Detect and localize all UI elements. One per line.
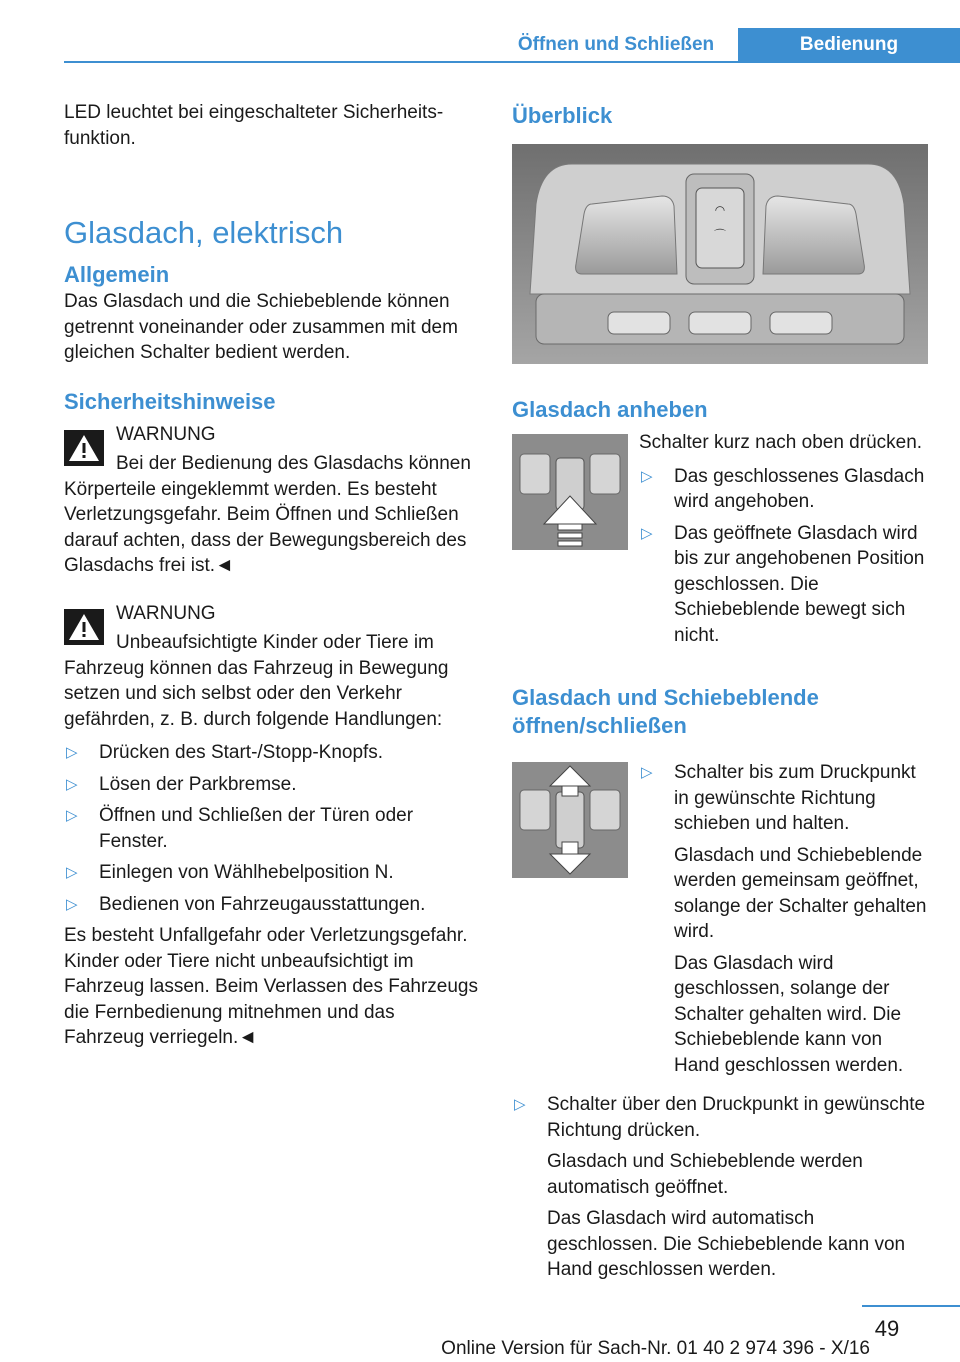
page-number: 49 bbox=[874, 1316, 900, 1341]
switch-up-down-illustration bbox=[512, 762, 628, 878]
raise-heading: Glasdach anheben bbox=[512, 397, 708, 422]
list-item-text: Schalter über den Druckpunkt in gewünschte Richtung drücken. bbox=[547, 1094, 926, 1141]
header-rule bbox=[64, 61, 960, 63]
warning-label: WARNUNG bbox=[116, 602, 216, 624]
list-item bbox=[639, 760, 928, 1078]
list-item: ▷ Bedienen von Fahrzeugausstattungen. bbox=[64, 892, 480, 918]
list-item-para: Glasdach und Schiebeblende werden gemeinsam geöffnet, solange der Schalter gehalten wird. bbox=[674, 844, 927, 942]
raise-section bbox=[512, 430, 928, 654]
warning-list bbox=[64, 740, 480, 917]
list-item: ▷ Das geöffnete Glasdach wird bis zur angehobenen Position geschlossen. Die Schiebeblende bewegt sich nicht. bbox=[639, 521, 928, 649]
svg-text:◠: ◠ bbox=[714, 203, 726, 217]
switch-up-illustration bbox=[512, 434, 628, 550]
overview-heading: Überblick bbox=[512, 103, 613, 128]
roof-console-illustration bbox=[512, 144, 928, 364]
allgemein-heading: Allgemein bbox=[64, 262, 170, 287]
open-section bbox=[512, 760, 928, 1084]
list-item: ▷ Lösen der Parkbremse. bbox=[64, 772, 480, 798]
online-version: Online Version für Sach-Nr. 01 40 2 974 396 - X/16 bbox=[441, 1338, 870, 1359]
safety-heading: Sicherheitshinweise bbox=[64, 388, 276, 414]
open-heading: Glasdach und Schiebeblende öffnen/schließen bbox=[512, 685, 819, 738]
list-item-para: Glasdach und Schiebeblende werden automatisch geöffnet. bbox=[547, 1151, 863, 1198]
list-item: ▷ Drücken des Start-/Stopp-Knopfs. bbox=[64, 740, 480, 766]
raise-text: Schalter kurz nach oben drücken. bbox=[639, 432, 923, 453]
list-item: ▷ Das geschlossenes Glasdach wird angehoben. bbox=[639, 464, 928, 515]
open-list bbox=[639, 760, 928, 1078]
section-title: Öffnen und Schließen bbox=[517, 34, 715, 55]
chapter-tab[interactable]: Bedienung bbox=[738, 28, 960, 62]
warning-block-2 bbox=[64, 601, 480, 1051]
warning-text: Bei der Bedienung des Glasdachs können Körperteile eingeklemmt werden. Es besteht Verletzungsgefahr. Beim Öffnen und Schließen darauf achten, dass der Bewegungsbereich des Glasdachs frei ist.◄ bbox=[64, 453, 471, 576]
footer-rule bbox=[862, 1305, 960, 1307]
svg-text:⌒: ⌒ bbox=[713, 228, 727, 242]
raise-list bbox=[639, 464, 928, 649]
warning-icon bbox=[64, 430, 104, 466]
list-item-para: Das Glasdach wird automatisch geschlossen. Die Schiebeblende kann von Hand geschlossen werden. bbox=[547, 1208, 906, 1280]
warning-icon bbox=[64, 609, 104, 645]
list-item: ▷ Einlegen von Wählhebelposition N. bbox=[64, 860, 480, 886]
page-title: Glasdach, elektrisch bbox=[64, 215, 344, 250]
list-item-text: Schalter bis zum Druckpunkt in gewünschte Richtung schieben und halten. bbox=[674, 762, 916, 834]
list-item-para: Das Glasdach wird geschlossen, solange der Schalter gehalten wird. Die Schiebeblende kann von Hand geschlossen werden. bbox=[674, 952, 904, 1076]
warning-text: Unbeaufsichtigte Kinder oder Tiere im Fahrzeug können das Fahrzeug in Bewegung setzen und sich selbst oder den Verkehr gefährden, z. B. durch folgende Handlungen: bbox=[64, 632, 449, 730]
warning-label: WARNUNG bbox=[116, 423, 216, 445]
list-item bbox=[512, 1092, 928, 1283]
left-column bbox=[64, 100, 480, 1051]
intro-text: LED leuchtet bei eingeschalteter Sicherheits-funktion. bbox=[64, 102, 444, 149]
open-list-2 bbox=[512, 1092, 928, 1283]
warning-block-1 bbox=[64, 422, 480, 579]
right-column bbox=[512, 100, 928, 1289]
allgemein-text: Das Glasdach und die Schiebeblende können getrennt voneinander oder zusammen mit dem gleichen Schalter bedient werden. bbox=[64, 291, 458, 363]
list-item: ▷ Öffnen und Schließen der Türen oder Fenster. bbox=[64, 803, 480, 854]
open-image bbox=[512, 762, 628, 878]
warning-outro: Es besteht Unfallgefahr oder Verletzungsgefahr. Kinder oder Tiere nicht unbeaufsichtigt im Fahrzeug lassen. Beim Verlassen des Fahrzeugs die Fernbedienung mitnehmen und das Fahrzeug verriegeln.◄ bbox=[64, 925, 478, 1048]
overview-image bbox=[512, 144, 928, 364]
raise-image bbox=[512, 434, 628, 550]
